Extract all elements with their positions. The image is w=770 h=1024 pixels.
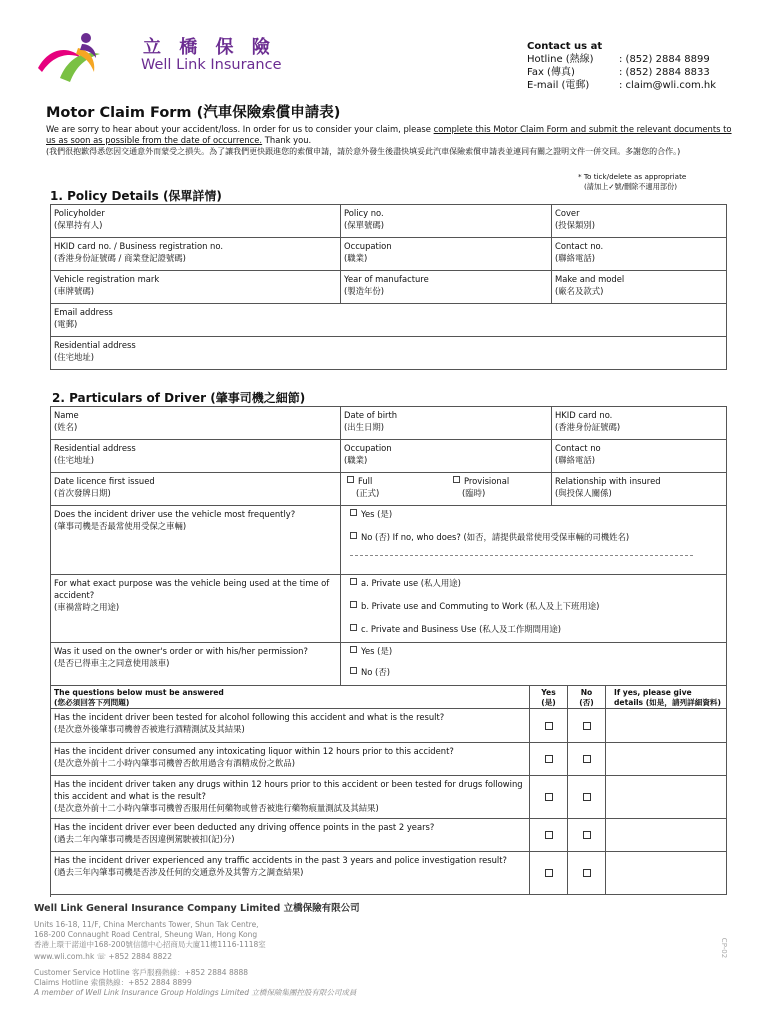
footer-company: Well Link General Insurance Company Limited 立橋保險有限公司 xyxy=(34,903,360,914)
question-yes-cell xyxy=(530,709,568,743)
question-text: Has the incident driver ever been deducted any driving offence points in the past 2 years? xyxy=(54,822,435,832)
question-no-cell xyxy=(568,776,606,819)
driver-table xyxy=(50,406,727,686)
question-text-zh: (是次意外後肇事司機曾否被進行酒精測試及其結果) xyxy=(54,724,245,734)
question-text-zh: (過去二年內肇事司機是否因違例駕駛被扣(記)分) xyxy=(54,834,235,844)
no-column-header: No (否) xyxy=(568,686,606,709)
contact-row: Fax (傳真) : (852) 2884 8833 xyxy=(527,67,710,78)
checkbox-icon[interactable] xyxy=(350,624,357,631)
checkbox-icon[interactable] xyxy=(545,755,553,763)
purpose-c-option[interactable]: c. Private and Business Use (私人及工作期間用途) xyxy=(344,623,723,635)
make-model-field[interactable]: Make and model (廠名及款式) xyxy=(552,271,727,304)
licence-full-option[interactable]: Full (正式) xyxy=(347,475,379,499)
footer-member: A member of Well Link Insurance Group Holdings Limited 立橋保險集團控股有限公司成員 xyxy=(34,988,357,997)
contact-block xyxy=(527,40,716,92)
checkbox-icon[interactable] xyxy=(350,601,357,608)
checkbox-icon[interactable] xyxy=(350,646,357,653)
question-no-cell xyxy=(568,709,606,743)
checkbox-icon[interactable] xyxy=(350,532,357,539)
brand-name-zh: 立 橋 保 險 xyxy=(143,37,276,58)
q-purpose-answer xyxy=(341,575,727,643)
licence-provisional-option[interactable]: Provisional (臨時) xyxy=(453,475,509,499)
cover-field[interactable]: Cover (投保類別) xyxy=(552,205,727,238)
purpose-b-option[interactable]: b. Private use and Commuting to Work (私人及上下班用途) xyxy=(344,600,723,612)
section-heading-driver: 2. Particulars of Driver (肇事司機之細節) xyxy=(52,391,306,405)
permission-no-option[interactable]: No (否) xyxy=(344,666,723,678)
driver-address-field[interactable]: Residential address (住宅地址) xyxy=(51,440,341,473)
question-details-field[interactable] xyxy=(606,776,727,819)
question-row xyxy=(51,852,530,895)
driver-occupation-field[interactable]: Occupation (職業) xyxy=(341,440,552,473)
form-code: CP-02 xyxy=(720,937,729,959)
question-yes-cell xyxy=(530,743,568,776)
contact-row: Hotline (熱線) : (852) 2884 8899 xyxy=(527,54,710,65)
question-text-zh: (是次意外前十二小時內肇事司機曾否飲用過含有酒精成份之飲品) xyxy=(54,758,296,768)
q-purpose: For what exact purpose was the vehicle being used at the time of accident? (車禍當時之用途) xyxy=(51,575,341,643)
checkbox-icon[interactable] xyxy=(545,793,553,801)
question-yes-cell xyxy=(530,819,568,852)
contact-no-field[interactable]: Contact no. (聯絡電話) xyxy=(552,238,727,271)
q-frequent-user-answer xyxy=(341,506,727,575)
questions-heading: The questions below must be answered (您必須回答下列問題) xyxy=(51,686,530,709)
licence-type-field xyxy=(341,473,552,506)
question-row xyxy=(51,709,530,743)
footer xyxy=(34,900,360,998)
question-details-field[interactable] xyxy=(606,819,727,852)
question-row xyxy=(51,743,530,776)
company-logo xyxy=(30,28,330,84)
question-text-zh: (是次意外前十二小時內肇事司機曾否服用任何藥物或曾否被進行藥物痕量測試及其結果) xyxy=(54,803,379,813)
question-no-cell xyxy=(568,819,606,852)
checkbox-icon[interactable] xyxy=(583,831,591,839)
policyholder-field[interactable]: Policyholder (保單持有人) xyxy=(51,205,341,238)
q1-yes-option[interactable]: Yes (是) xyxy=(344,508,723,520)
question-text-zh: (過去三年內肇事司機是否涉及任何的交通意外及其警方之調查結果) xyxy=(54,867,304,877)
details-column-header: If yes, please give details (如是，請列詳細資料) xyxy=(606,686,727,709)
checkbox-icon[interactable] xyxy=(545,869,553,877)
checkbox-icon[interactable] xyxy=(350,509,357,516)
q-permission-answer xyxy=(341,643,727,686)
contact-heading: Contact us at xyxy=(527,41,603,52)
question-row xyxy=(51,776,530,819)
question-no-cell xyxy=(568,852,606,895)
question-text: Has the incident driver experienced any traffic accidents in the past 3 years and police investigation result? xyxy=(54,855,507,865)
question-yes-cell xyxy=(530,852,568,895)
q1-name-line[interactable] xyxy=(350,555,693,556)
question-text: Has the incident driver been tested for alcohol following this accident and what is the result? xyxy=(54,712,445,722)
purpose-a-option[interactable]: a. Private use (私人用途) xyxy=(344,577,723,589)
question-text: Has the incident driver consumed any intoxicating liquor within 12 hours prior to this accident? xyxy=(54,746,454,756)
contact-row: E-mail (電郵) : claim@wli.com.hk xyxy=(527,80,717,91)
checkbox-icon[interactable] xyxy=(545,722,553,730)
occupation-field[interactable]: Occupation (職業) xyxy=(341,238,552,271)
driver-name-field[interactable]: Name (姓名) xyxy=(51,407,341,440)
question-details-field[interactable] xyxy=(606,852,727,895)
hkid-field[interactable]: HKID card no. / Business registration no. (香港身份証號碼 / 商業登記證號碼) xyxy=(51,238,341,271)
footer-claims-hotline: Claims Hotline 索償熱線：+852 2884 8899 xyxy=(34,978,192,987)
driver-contact-field[interactable]: Contact no (聯絡電話) xyxy=(552,440,727,473)
permission-yes-option[interactable]: Yes (是) xyxy=(344,645,723,657)
policy-table xyxy=(50,204,727,370)
checkbox-icon[interactable] xyxy=(350,667,357,674)
questions-table xyxy=(50,685,727,897)
q-permission: Was it used on the owner's order or with his/her permission? (是否已得車主之同意使用該車) xyxy=(51,643,341,686)
checkbox-icon[interactable] xyxy=(583,793,591,801)
question-no-cell xyxy=(568,743,606,776)
question-details-field[interactable] xyxy=(606,743,727,776)
checkbox-icon[interactable] xyxy=(583,722,591,730)
brand-name-en: Well Link Insurance xyxy=(141,57,282,73)
policy-no-field[interactable]: Policy no. (保單號碼) xyxy=(341,205,552,238)
email-field[interactable]: Email address (電郵) xyxy=(51,304,727,337)
footer-address-2: 168-200 Connaught Road Central, Sheung Wan, Hong Kong xyxy=(34,930,258,939)
driver-hkid-field[interactable]: HKID card no. (香港身份証號碼) xyxy=(552,407,727,440)
section-heading-policy: 1. Policy Details (保單詳情) xyxy=(50,189,222,203)
vehicle-reg-field[interactable]: Vehicle registration mark (車牌號碼) xyxy=(51,271,341,304)
intro-text: We are sorry to hear about your accident/loss. In order for us to consider your claim, please complete this Motor Claim Form and submit the relevant documents to us as soon as possible from the date of occurrence. Thank you. (我們很抱歉得悉您因交通意外而蒙受之損失。為了讓我們更快跟進您的索償申請，請於意外發生後盡快填妥此汽車保險索償申請表並連同有關之證明文件一併交回。多謝您的合作。) xyxy=(46,124,732,156)
checkbox-icon[interactable] xyxy=(583,869,591,877)
q1-no-option[interactable]: No (否) If no, who does? (如否，請提供最常使用受保車輛的司機姓名) xyxy=(344,531,723,543)
relationship-field[interactable]: Relationship with insured (與投保人關係) xyxy=(552,473,727,506)
question-details-field[interactable] xyxy=(606,709,727,743)
footer-address-zh: 香港上環干諾道中168-200號信德中心招商局大廈11樓1116-1118室 xyxy=(34,940,266,949)
checkbox-icon[interactable] xyxy=(583,755,591,763)
yes-column-header: Yes (是) xyxy=(530,686,568,709)
footer-cs-hotline: Customer Service Hotline 客戶服務熱線：+852 2884 8888 xyxy=(34,968,249,977)
question-text: Has the incident driver taken any drugs within 12 hours prior to this accident or been tested for drugs following this accident and what is the result? xyxy=(54,779,523,801)
footer-web: www.wli.com.hk ☏ +852 2884 8822 xyxy=(34,952,172,961)
checkbox-icon[interactable] xyxy=(453,476,460,483)
page-title: Motor Claim Form (汽車保險索償申請表) xyxy=(46,105,341,121)
question-yes-cell xyxy=(530,776,568,819)
q-frequent-user: Does the incident driver use the vehicle most frequently? (肇事司機是否最常使用受保之車輛) xyxy=(51,506,341,575)
checkbox-icon[interactable] xyxy=(347,476,354,483)
tick-note: * To tick/delete as appropriate (請加上✓號/刪除不適用部份) xyxy=(578,172,687,191)
year-field[interactable]: Year of manufacture (製造年份) xyxy=(341,271,552,304)
checkbox-icon[interactable] xyxy=(350,578,357,585)
checkbox-icon[interactable] xyxy=(545,831,553,839)
residential-address-field[interactable]: Residential address (住宅地址) xyxy=(51,337,727,370)
question-row xyxy=(51,819,530,852)
dob-field[interactable]: Date of birth (出生日期) xyxy=(341,407,552,440)
footer-address-1: Units 16-18, 11/F, China Merchants Tower, Shun Tak Centre, xyxy=(34,920,259,929)
licence-date-field[interactable]: Date licence first issued (首次發牌日期) xyxy=(51,473,341,506)
